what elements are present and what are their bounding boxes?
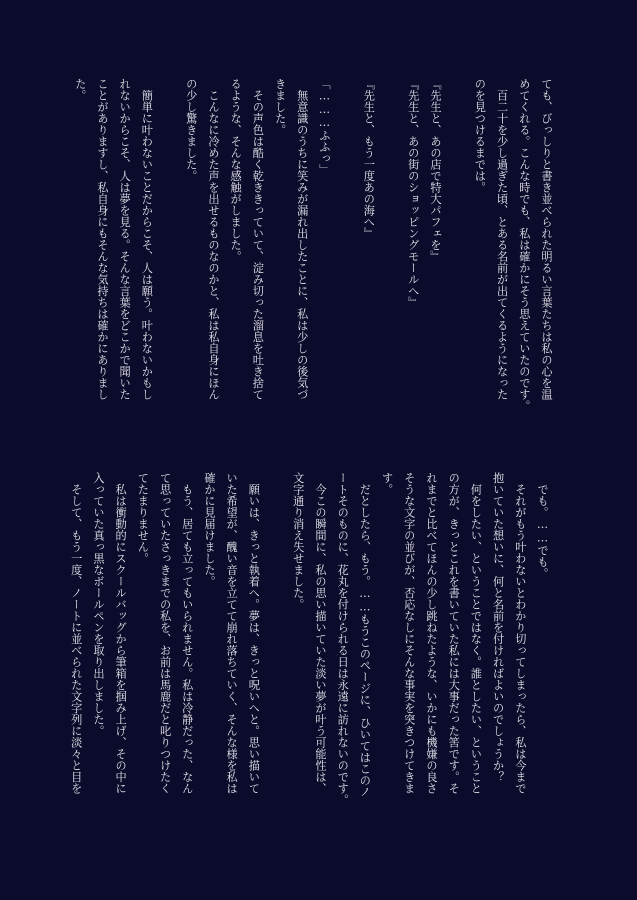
text-column: めてくれる。こんな時でも、私は確かにそう思えていたのです。 — [517, 78, 531, 412]
text-column: 確かに見届けました。 — [202, 472, 216, 587]
text-column: 文字通り消え失せました。 — [291, 472, 305, 610]
text-column: 何をしたい、ということではなく。誰としたい、ということ — [469, 472, 483, 794]
text-column: れまでと比べてほんの少し跳ねたような、いかにも機嫌の良さ — [424, 472, 438, 794]
text-column: そうな文字の並びが、否応なしにそんな事実を突きつけてきま — [402, 472, 416, 794]
text-column: 簡単に叶わないことだからこそ、人は願う。叶わないかもし — [140, 78, 154, 400]
text-column: でも。……でも。 — [536, 472, 549, 580]
text-column — [264, 472, 286, 842]
text-column: 抱いていた想いに、何と名前を付ければよいのでしょうか？ — [491, 472, 505, 783]
text-column: のを見つけるまでは。 — [473, 78, 487, 193]
text-column: その声色は酷く乾ききっていて、淀み切った溜息を吐き捨て — [251, 78, 265, 400]
text-column: 入っていた真っ黒なボールペンを取り出しました。 — [91, 472, 105, 737]
text-column: 『先生と、あの街のショッピングモールへ』 — [406, 78, 420, 308]
text-column: 私は衝動的にスクールバッグから筆箱を掴み上げ、その中に — [114, 472, 128, 794]
text-column: の少し驚きました。 — [184, 78, 198, 182]
text-column: きました。 — [273, 78, 287, 136]
text-column: た。 — [73, 78, 87, 101]
text-column — [446, 78, 468, 446]
text-column: るような、そんな感触がしました。 — [229, 78, 243, 262]
text-column: 『先生と、もう一度あの海へ』 — [362, 78, 376, 239]
text-column: ートそのものに、花丸を付けられる日は永遠に訪れないのです。 — [336, 472, 350, 806]
text-column: 無意識のうちに笑みが漏れ出したことに、私は少しの後気づ — [295, 78, 309, 400]
text-column: 「………ふふっ」 — [317, 78, 331, 176]
text-column — [157, 78, 179, 446]
text-column — [379, 78, 401, 446]
text-column: それがもう叶わないとわかり切ってしまったら、私は今まで — [513, 472, 527, 794]
text-column: てたまりません。 — [136, 472, 150, 564]
text-column: す。 — [380, 472, 394, 495]
lower-text-block — [69, 472, 553, 842]
text-column — [335, 78, 357, 446]
text-column: 今この瞬間に、私の思い描いていた淡い夢が叶う可能性は、 — [313, 472, 327, 794]
text-column: れないからこそ、人は夢を見る。そんな言葉をどこかで聞いた — [118, 78, 132, 400]
text-column: いた希望が、醜い音を立てて崩れ落ちていく、そんな様を私は — [225, 472, 239, 794]
text-column: て思っていたさっきまでの私を、お前は馬鹿だと叱りつけたく — [158, 472, 172, 794]
text-column: 『先生と、あの店で特大パフェを』 — [428, 78, 442, 262]
text-column: こんなに冷めた声を出せるものなのかと、私は私自身にほん — [206, 78, 220, 400]
text-column: 願いは、きっと執着へ。夢は、きっと呪いへと。思い描いて — [247, 472, 261, 794]
text-column: 百二十を少し過ぎた頃、とある名前が出てくるようになった — [495, 78, 509, 400]
upper-text-block — [73, 78, 557, 446]
text-column: もう、居ても立ってもいられません。私は冷静だった、なん — [180, 472, 194, 794]
text-column: ても、びっしりと書き並べられた明るい言葉たちは私の心を温 — [540, 78, 553, 400]
text-column: そして、もう一度、ノートに並べられた文字列に淡々と目を — [69, 472, 83, 794]
text-column: ことがありますし、私自身にもそんな気持ちは確かにありまし — [95, 78, 109, 400]
text-column: の方が、きっとこれを書いていた私には大事だった筈です。そ — [447, 472, 461, 794]
text-column: だとしたら、もう。……もうこのページに、ひいてはこのノ — [358, 472, 372, 798]
